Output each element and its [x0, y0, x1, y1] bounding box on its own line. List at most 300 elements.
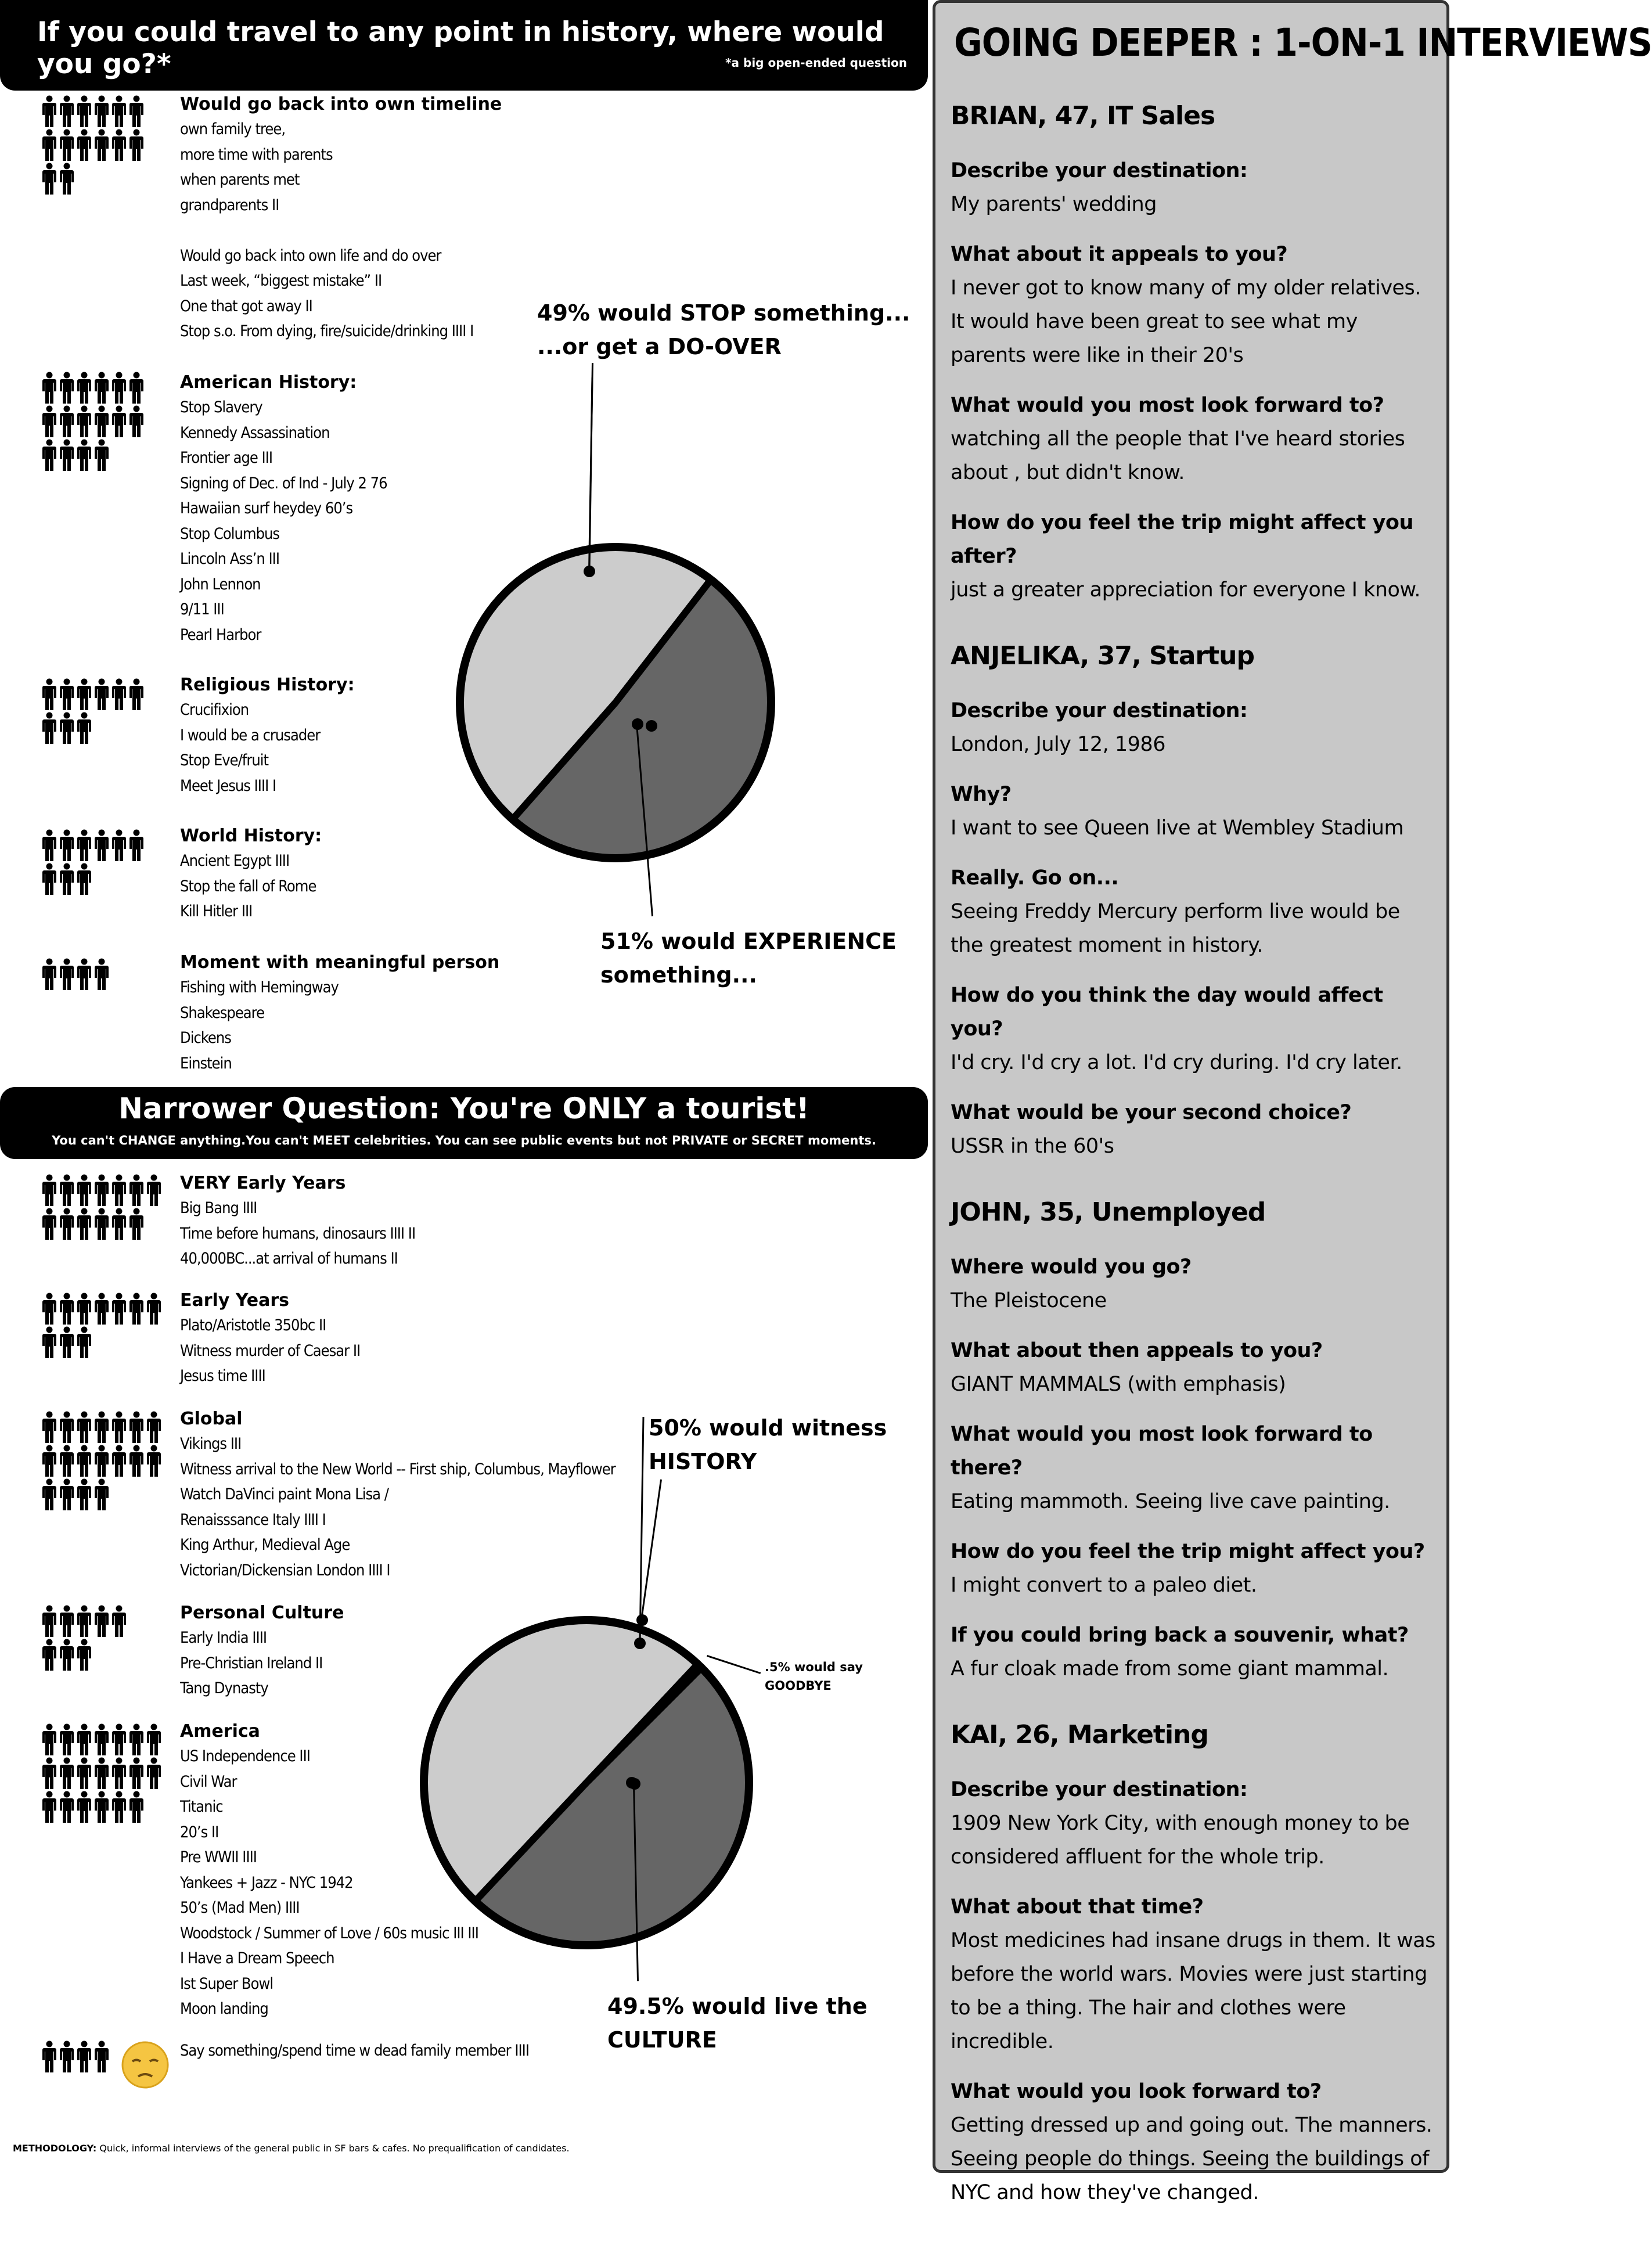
person-icon: [59, 1445, 74, 1477]
person-icon: [129, 1723, 144, 1756]
person-icon: [111, 1208, 127, 1240]
person-icon: [111, 1411, 127, 1444]
person-icon: [94, 829, 109, 862]
icon-row: [42, 1757, 164, 1791]
interview-answer: USSR in the 60's: [951, 1135, 1114, 1158]
person-icon: [111, 95, 127, 128]
icon-row: [42, 2041, 111, 2074]
icon-cluster-personal: [42, 1605, 129, 1672]
person-icon: [59, 1639, 74, 1671]
person-icon: [77, 1639, 92, 1671]
group-item: own family tree,: [180, 120, 286, 138]
person-icon: [42, 958, 57, 991]
group-item: John Lennon: [180, 575, 261, 593]
label-exp-line2: something...: [600, 962, 757, 988]
person-icon: [111, 678, 127, 711]
interview-question: What about it appeals to you?: [951, 243, 1288, 266]
interviewee-name: BRIAN, 47, IT Sales: [951, 101, 1215, 131]
icon-cluster-timeline: [42, 95, 146, 196]
person-icon: [77, 678, 92, 711]
person-icon: [146, 1723, 161, 1756]
person-icon: [59, 1757, 74, 1790]
icon-cluster-global: [42, 1411, 164, 1512]
group-very-early: [180, 1171, 415, 1272]
person-icon: [42, 1478, 57, 1511]
icon-cluster-early: [42, 1293, 164, 1360]
person-icon: [42, 372, 57, 404]
interview-question: What about then appeals to you?: [951, 1339, 1323, 1362]
interview-question: Why?: [951, 783, 1012, 806]
interview: [951, 99, 1438, 607]
person-icon: [94, 1174, 109, 1207]
leader-dot: [634, 1638, 646, 1649]
person-icon: [129, 1791, 144, 1823]
methodology-label: METHODOLOGY:: [13, 2143, 97, 2154]
person-icon: [77, 2041, 92, 2073]
person-icon: [129, 405, 144, 438]
section-2-subtitle: You can't CHANGE anything.You can't MEET celebrities. You can see public events but not PRIVATE or SECRET moments.: [52, 1133, 876, 1147]
group-item: Lincoln Ass’n III: [180, 550, 279, 568]
interview-answer: Eating mammoth. Seeing live cave painting.: [951, 1490, 1390, 1513]
group-moment: [180, 950, 499, 1076]
group-item: Pearl Harbor: [180, 625, 261, 644]
group-item: Witness murder of Caesar II: [180, 1341, 361, 1360]
group-item: Woodstock / Summer of Love / 60s music III III: [180, 1924, 478, 1942]
interview-question: Where would you go?: [951, 1255, 1192, 1279]
person-icon: [77, 1478, 92, 1511]
person-icon: [77, 1293, 92, 1325]
person-icon: [42, 2041, 57, 2073]
icon-cluster-world: [42, 829, 146, 897]
group-item: Stop Slavery: [180, 398, 262, 416]
interview-question: What would be your second choice?: [951, 1101, 1352, 1124]
interview: [951, 1718, 1438, 2209]
group-item: King Arthur, Medieval Age: [180, 1536, 350, 1554]
person-icon: [59, 1791, 74, 1823]
person-icon: [146, 1445, 161, 1477]
label-stop-line1: 49% would STOP something...: [537, 300, 910, 326]
group-item: Signing of Dec. of Ind - July 2 76: [180, 474, 387, 492]
label-history: [649, 1411, 887, 1445]
group-title: Personal Culture: [180, 1603, 344, 1623]
group-title: American History:: [180, 372, 357, 393]
icon-row: [42, 129, 146, 163]
person-icon: [59, 678, 74, 711]
person-icon: [129, 678, 144, 711]
icon-row: [42, 829, 146, 863]
person-icon: [59, 129, 74, 161]
interview-question: How do you feel the trip might affect you?: [951, 1540, 1425, 1563]
person-icon: [77, 958, 92, 991]
icon-cluster-america: [42, 1723, 164, 1824]
icon-cluster-moment: [42, 958, 111, 992]
interviews-list: [951, 99, 1438, 2242]
person-icon: [94, 1208, 109, 1240]
group-item: Shakespeare: [180, 1003, 265, 1022]
interview-answer: My parents' wedding: [951, 193, 1157, 216]
interview-question: What about that time?: [951, 1895, 1204, 1919]
label-history-line2-wrap: [649, 1445, 757, 1478]
icon-row: [42, 712, 146, 746]
title-footnote: *a big open-ended question: [725, 56, 907, 70]
person-icon: [77, 712, 92, 744]
group-item: Yankees + Jazz - NYC 1942: [180, 1873, 353, 1892]
leader-history: [640, 1480, 662, 1620]
interview-question: Describe your destination:: [951, 699, 1248, 722]
group-item: US Independence III: [180, 1747, 310, 1765]
group-item: Fishing with Hemingway: [180, 978, 339, 996]
group-item: Time before humans, dinosaurs IIII II: [180, 1224, 416, 1243]
person-icon: [77, 1411, 92, 1444]
person-icon: [59, 1723, 74, 1756]
person-icon: [111, 129, 127, 161]
interview-question: How do you think the day would affect you?: [951, 984, 1383, 1041]
interview-answer: just a greater appreciation for everyone I know.: [951, 578, 1421, 602]
person-icon: [111, 372, 127, 404]
person-icon: [59, 829, 74, 862]
interview-question: What would you most look forward to there?: [951, 1423, 1373, 1480]
interview-answer: I never got to know many of my older relatives. It would have been great to see what my parents were like in their 20's: [951, 276, 1421, 367]
group-title: VERY Early Years: [180, 1173, 346, 1193]
leader-dot: [632, 718, 643, 730]
label-stop-line2-wrap: [537, 330, 782, 364]
person-icon: [42, 1208, 57, 1240]
group-item: Witness arrival to the New World -- First ship, Columbus, Mayflower: [180, 1460, 616, 1478]
icon-row: [42, 405, 146, 439]
icon-row: [42, 1411, 164, 1445]
person-icon: [129, 372, 144, 404]
group-item: when parents met: [180, 171, 300, 189]
person-icon: [94, 678, 109, 711]
group-item: Early India IIII: [180, 1629, 267, 1647]
person-icon: [59, 163, 74, 195]
group-item: I Have a Dream Speech: [180, 1949, 334, 1967]
group-item: 20’s II: [180, 1823, 219, 1841]
pie-chart-1: [441, 528, 790, 877]
group-item: [180, 218, 502, 243]
person-icon: [42, 1605, 57, 1638]
person-icon: [42, 1445, 57, 1477]
person-icon: [94, 958, 109, 991]
interview: [951, 1196, 1438, 1686]
person-icon: [42, 863, 57, 895]
icon-row: [42, 1208, 164, 1241]
interviewee-name: KAI, 26, Marketing: [951, 1720, 1208, 1750]
person-icon: [94, 439, 109, 472]
person-icon: [59, 1478, 74, 1511]
section-2-title: Narrower Question: You're ONLY a tourist!: [118, 1092, 809, 1125]
interviewee-name: ANJELIKA, 37, Startup: [951, 641, 1254, 671]
person-icon: [59, 712, 74, 744]
person-icon: [94, 1445, 109, 1477]
interview-answer: GIANT MAMMALS (with emphasis): [951, 1373, 1286, 1396]
interview-answer: The Pleistocene: [951, 1289, 1107, 1312]
label-goodbye: [765, 1658, 863, 1676]
group-item: Tang Dynasty: [180, 1679, 268, 1697]
group-item: Renaisssance Italy IIII I: [180, 1510, 326, 1529]
group-item: Ancient Egypt IIII: [180, 852, 290, 870]
label-culture-line2-wrap: [607, 2023, 717, 2057]
label-bye-line2: GOODBYE: [765, 1679, 832, 1693]
group-item: Civil War: [180, 1772, 237, 1791]
person-icon: [94, 1605, 109, 1638]
person-icon: [59, 863, 74, 895]
person-icon: [42, 678, 57, 711]
icon-cluster-religious: [42, 678, 146, 746]
group-title: America: [180, 1721, 260, 1741]
person-icon: [129, 1445, 144, 1477]
person-icon: [59, 2041, 74, 2073]
header-banner: [0, 0, 928, 91]
interview-answer: 1909 New York City, with enough money to be considered affluent for the whole trip.: [951, 1812, 1410, 1869]
person-icon: [77, 129, 92, 161]
interview: [951, 639, 1438, 1163]
label-stop-line2: ...or get a DO-OVER: [537, 334, 782, 359]
person-icon: [77, 1723, 92, 1756]
person-icon: [146, 1174, 161, 1207]
person-icon: [42, 163, 57, 195]
icon-row: [42, 1791, 164, 1824]
group-item: Victorian/Dickensian London IIII I: [180, 1561, 390, 1579]
person-icon: [42, 1293, 57, 1325]
person-icon: [59, 1208, 74, 1240]
page-title: If you could travel to any point in history, where would you go?*: [37, 16, 884, 80]
group-item: Stop Eve/fruit: [180, 751, 268, 769]
person-icon: [77, 1791, 92, 1823]
icon-row: [42, 95, 146, 129]
group-item: Stop s.o. From dying, fire/suicide/drinking IIII I: [180, 322, 474, 340]
person-icon: [77, 95, 92, 128]
person-icon: [42, 829, 57, 862]
person-icon: [146, 1757, 161, 1790]
person-icon: [129, 1757, 144, 1790]
person-icon: [111, 1723, 127, 1756]
group-item: Dickens: [180, 1029, 231, 1047]
leader-dot: [629, 1778, 640, 1790]
leader-dot: [636, 1614, 648, 1626]
interviews-panel: [933, 0, 1652, 2204]
icon-row: [42, 372, 146, 405]
person-icon: [42, 1174, 57, 1207]
group-item: Jesus time IIII: [180, 1367, 265, 1385]
person-icon: [77, 863, 92, 895]
person-icon: [77, 439, 92, 472]
group-item: Crucifixion: [180, 701, 249, 719]
person-icon: [59, 439, 74, 472]
person-icon: [42, 95, 57, 128]
label-hist-line2: HISTORY: [649, 1449, 757, 1474]
group-early: [180, 1288, 360, 1389]
person-icon: [77, 1757, 92, 1790]
person-icon: [77, 1605, 92, 1638]
interviewee-name: JOHN, 35, Unemployed: [951, 1197, 1266, 1227]
icon-row: [42, 1723, 164, 1757]
interview-answer: London, July 12, 1986: [951, 733, 1165, 756]
interview-answer: I might convert to a paleo diet.: [951, 1574, 1257, 1597]
person-icon: [129, 1208, 144, 1240]
person-icon: [77, 405, 92, 438]
group-title: Moment with meaningful person: [180, 952, 500, 973]
person-icon: [111, 1174, 127, 1207]
person-icon: [129, 829, 144, 862]
person-icon: [77, 1326, 92, 1359]
interview-answer: I'd cry. I'd cry a lot. I'd cry during. I'd cry later.: [951, 1051, 1402, 1074]
person-icon: [94, 405, 109, 438]
label-bye-line1: .5% would say: [765, 1660, 863, 1674]
group-item: Plato/Aristotle 350bc II: [180, 1316, 326, 1334]
person-icon: [94, 1757, 109, 1790]
panel-title: GOING DEEPER : 1-ON-1 INTERVIEWS: [954, 20, 1652, 65]
person-icon: [94, 1791, 109, 1823]
group-item: Pre-Christian Ireland II: [180, 1654, 323, 1672]
person-icon: [94, 1293, 109, 1325]
icon-row: [42, 1293, 164, 1326]
person-icon: [77, 1208, 92, 1240]
group-title: Early Years: [180, 1290, 290, 1311]
interview-question: Describe your destination:: [951, 1778, 1248, 1801]
group-item: Stop Columbus: [180, 524, 280, 543]
person-icon: [146, 1293, 161, 1325]
person-icon: [94, 372, 109, 404]
person-icon: [129, 95, 144, 128]
person-icon: [111, 1445, 127, 1477]
group-item: Watch DaVinci paint Mona Lisa /: [180, 1485, 388, 1503]
sad-face-icon: [121, 2041, 170, 2089]
person-icon: [94, 129, 109, 161]
group-item: Big Bang IIII: [180, 1199, 257, 1217]
label-hist-line1: 50% would witness: [649, 1415, 887, 1441]
group-item: Hawaiian surf heydey 60’s: [180, 499, 353, 517]
group-timeline: [180, 92, 502, 344]
group-item: I would be a crusader: [180, 726, 321, 744]
group-item: Ist Super Bowl: [180, 1974, 273, 1993]
person-icon: [42, 1757, 57, 1790]
group-family: [180, 2038, 529, 2064]
label-stop: [537, 296, 910, 330]
group-item: 40,000BC...at arrival of humans II: [180, 1250, 398, 1268]
icon-row: [42, 678, 146, 712]
person-icon: [111, 1605, 127, 1638]
person-icon: [111, 1757, 127, 1790]
group-item: 9/11 III: [180, 600, 224, 618]
group-item: Titanic: [180, 1798, 223, 1816]
icon-row: [42, 958, 111, 992]
person-icon: [94, 1723, 109, 1756]
interview-answer: I want to see Queen live at Wembley Stadium: [951, 816, 1404, 840]
person-icon: [94, 1411, 109, 1444]
person-icon: [111, 829, 127, 862]
person-icon: [94, 95, 109, 128]
interview-answer: watching all the people that I've heard stories about , but didn't know.: [951, 427, 1405, 484]
group-item: Frontier age III: [180, 449, 273, 467]
person-icon: [59, 1326, 74, 1359]
group-item: Moon landing: [180, 2000, 268, 2018]
person-icon: [94, 1478, 109, 1511]
person-icon: [42, 439, 57, 472]
person-icon: [59, 958, 74, 991]
group-item: Einstein: [180, 1054, 232, 1073]
interview-question: Describe your destination:: [951, 159, 1248, 182]
icon-row: [42, 1478, 164, 1512]
label-cult-line1: 49.5% would live the: [607, 1993, 868, 2019]
person-icon: [111, 405, 127, 438]
label-exp-line1: 51% would EXPERIENCE: [600, 929, 897, 954]
interview-question: Really. Go on...: [951, 866, 1119, 890]
person-icon: [129, 1293, 144, 1325]
group-item: Pre WWII IIII: [180, 1848, 257, 1866]
person-icon: [42, 1791, 57, 1823]
person-icon: [42, 405, 57, 438]
label-experience: [600, 924, 897, 958]
icon-row: [42, 439, 146, 473]
group-title: World History:: [180, 826, 322, 846]
icon-cluster-family: [42, 2041, 111, 2074]
person-icon: [59, 95, 74, 128]
person-icon: [146, 1411, 161, 1444]
person-icon: [42, 1723, 57, 1756]
person-icon: [42, 1639, 57, 1671]
person-icon: [59, 1605, 74, 1638]
group-item: One that got away II: [180, 297, 312, 315]
group-item: Kill Hitler III: [180, 902, 253, 920]
person-icon: [77, 372, 92, 404]
interview-question: What would you look forward to?: [951, 2080, 1322, 2103]
person-icon: [129, 1174, 144, 1207]
methodology-note: [13, 2143, 570, 2154]
label-cult-line2: CULTURE: [607, 2027, 717, 2053]
group-item: Stop the fall of Rome: [180, 877, 316, 895]
person-icon: [94, 2041, 109, 2073]
interview-answer: Getting dressed up and going out. The manners. Seeing people do things. Seeing the buildings of NYC and how they've changed.: [951, 2114, 1433, 2204]
group-item: more time with parents: [180, 145, 333, 164]
person-icon: [42, 712, 57, 744]
person-icon: [42, 1411, 57, 1444]
person-icon: [77, 1174, 92, 1207]
group-personal: [180, 1600, 344, 1701]
group-title: Global: [180, 1409, 243, 1429]
group-american: [180, 370, 387, 647]
person-icon: [42, 129, 57, 161]
group-item: 50’s (Mad Men) IIII: [180, 1899, 300, 1917]
person-icon: [59, 372, 74, 404]
interview-answer: Seeing Freddy Mercury perform live would be the greatest moment in history.: [951, 900, 1400, 957]
group-item: Meet Jesus IIII I: [180, 776, 276, 795]
interview-answer: Most medicines had insane drugs in them. It was before the world wars. Movies were just starting to be a thing. The hair and clothes were incredible.: [951, 1929, 1435, 2053]
icon-row: [42, 863, 146, 897]
group-world: [180, 823, 322, 924]
label-culture: [607, 1989, 868, 2023]
group-item: grandparents II: [180, 196, 279, 214]
person-icon: [59, 1411, 74, 1444]
group-title: Religious History:: [180, 675, 355, 695]
person-icon: [59, 405, 74, 438]
group-item: Say something/spend time w dead family member IIII: [180, 2042, 529, 2060]
group-title: Would go back into own timeline: [180, 94, 502, 114]
methodology-text: Quick, informal interviews of the general public in SF bars & cafes. No prequalification of candidates.: [96, 2143, 570, 2154]
person-icon: [111, 1293, 127, 1325]
icon-cluster-american: [42, 372, 146, 473]
person-icon: [111, 1791, 127, 1823]
label-goodbye-line2-wrap: [765, 1677, 832, 1694]
person-icon: [77, 829, 92, 862]
icon-cluster-very-early: [42, 1174, 164, 1241]
group-item: Would go back into own life and do over: [180, 246, 441, 265]
icon-row: [42, 1605, 129, 1639]
person-icon: [77, 1445, 92, 1477]
interview-question: If you could bring back a souvenir, what?: [951, 1624, 1409, 1647]
interview-question: How do you feel the trip might affect you after?: [951, 511, 1413, 568]
interview-question: What would you most look forward to?: [951, 394, 1384, 417]
